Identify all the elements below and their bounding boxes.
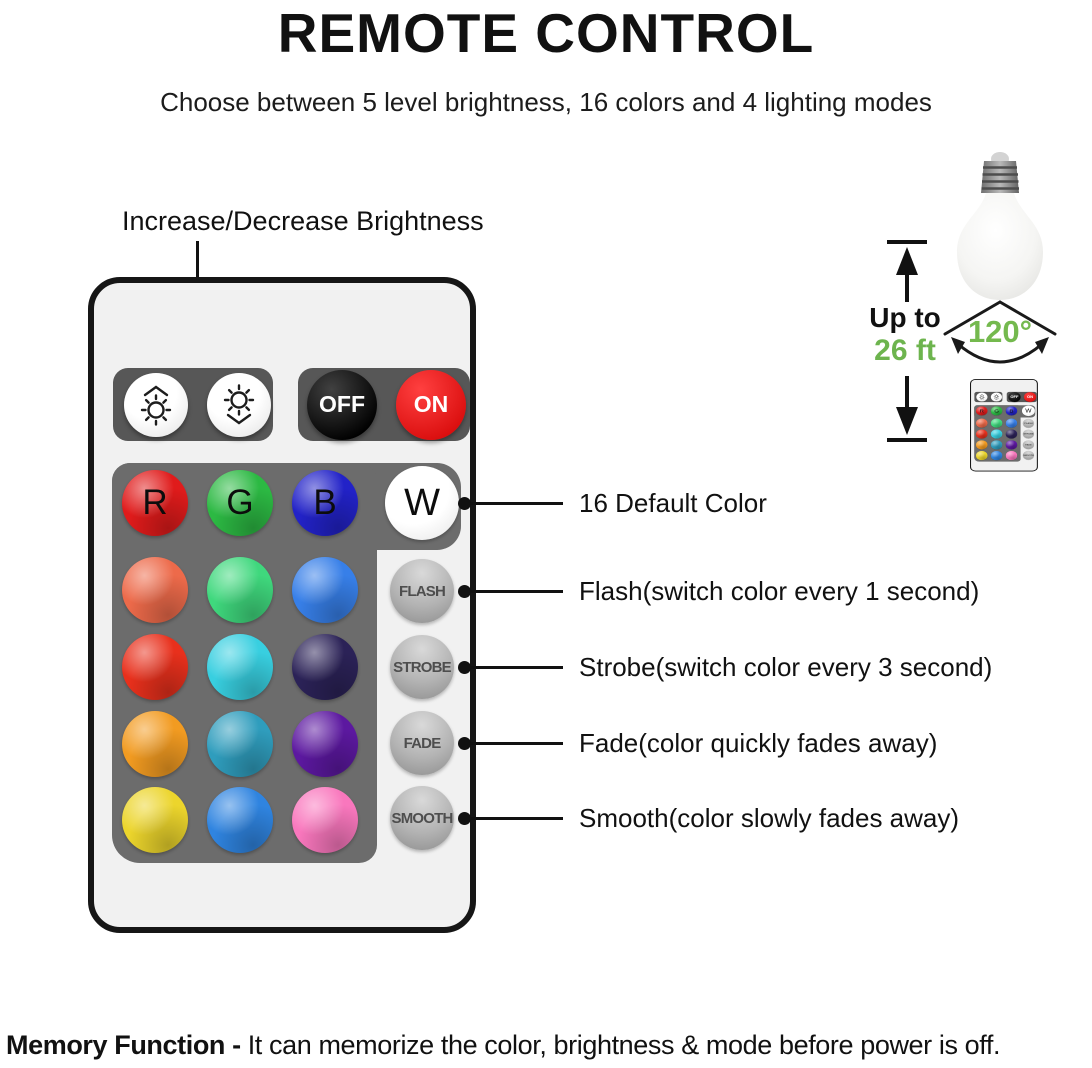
color-button[interactable] [292, 711, 358, 777]
on-button: ON [1024, 392, 1036, 402]
brightness-callout-label: Increase/Decrease Brightness [122, 206, 484, 236]
on-button[interactable]: ON [396, 370, 466, 440]
color-button [991, 429, 1003, 438]
off-button[interactable]: OFF [307, 370, 377, 440]
color-button[interactable] [207, 711, 273, 777]
mode-button-flash[interactable]: FLASH [390, 559, 454, 623]
annotation-smooth [458, 798, 959, 838]
connector-dot [458, 497, 471, 510]
connector-line [471, 502, 563, 505]
color-button [976, 429, 988, 438]
color-button-b: B [1006, 406, 1018, 415]
page-title: REMOTE CONTROL [277, 2, 815, 64]
connector-dot [458, 585, 471, 598]
color-button [976, 440, 988, 449]
connector-line [471, 666, 563, 669]
connector-line [471, 742, 563, 745]
annotation-strobe [458, 647, 992, 687]
annotation-label: Strobe(switch color every 3 second) [579, 651, 993, 682]
connector-line [471, 590, 563, 593]
color-button [976, 418, 988, 427]
color-button-r[interactable]: R [122, 470, 188, 536]
mode-button-smooth: SMOOTH [1023, 451, 1034, 460]
beam-angle-label: 120° [967, 314, 1033, 349]
distance-label: 26 ft [874, 334, 936, 367]
connector-dot [458, 812, 471, 825]
color-button-grid [971, 380, 1037, 471]
color-button[interactable] [292, 634, 358, 700]
light-bulb-image [942, 147, 1058, 305]
color-button [976, 451, 988, 460]
color-button[interactable] [122, 634, 188, 700]
color-button [1006, 451, 1018, 460]
color-button-g[interactable]: G [207, 470, 273, 536]
color-button-g: G [991, 406, 1003, 415]
mode-button-strobe[interactable]: STROBE [390, 635, 454, 699]
color-button[interactable] [122, 557, 188, 623]
color-button-grid [94, 283, 470, 927]
color-button [1006, 429, 1018, 438]
mode-button-strobe: STROBE [1023, 429, 1034, 438]
mode-button-flash: FLASH [1023, 419, 1034, 428]
annotation-fade [458, 723, 937, 763]
color-button[interactable] [122, 711, 188, 777]
mode-button-smooth[interactable]: SMOOTH [390, 786, 454, 850]
color-button [991, 440, 1003, 449]
color-button [1006, 418, 1018, 427]
annotation-label: Fade(color quickly fades away) [579, 727, 938, 758]
memory-function-note [6, 1030, 1090, 1061]
connector-dot [458, 661, 471, 674]
color-button[interactable] [122, 787, 188, 853]
color-button-b[interactable]: B [292, 470, 358, 536]
annotation-label: Flash(switch color every 1 second) [579, 575, 980, 606]
color-button[interactable] [292, 787, 358, 853]
color-button [1006, 440, 1018, 449]
up-to-label: Up to [869, 302, 941, 333]
color-button[interactable] [207, 787, 273, 853]
color-button[interactable] [207, 557, 273, 623]
mode-button-fade[interactable]: FADE [390, 711, 454, 775]
color-button-w[interactable]: W [385, 466, 459, 540]
color-button-r: R [976, 406, 988, 415]
color-button[interactable] [292, 557, 358, 623]
color-button[interactable] [207, 634, 273, 700]
mode-button-fade: FADE [1023, 440, 1034, 449]
off-button: OFF [1008, 392, 1020, 402]
color-button [991, 451, 1003, 460]
annotation-default-color [458, 483, 767, 523]
memory-function-text: It can memorize the color, brightness & mode before power is off. [247, 1030, 1001, 1060]
annotation-label: 16 Default Color [579, 487, 767, 518]
color-button-w: W [1022, 406, 1035, 416]
mini-remote-image [970, 379, 1038, 471]
connector-dot [458, 737, 471, 750]
color-button [991, 418, 1003, 427]
memory-function-bold: Memory Function - [6, 1030, 241, 1060]
page-subtitle: Choose between 5 level brightness, 16 colors and 4 lighting modes [160, 87, 932, 117]
remote-control [88, 277, 476, 933]
annotation-label: Smooth(color slowly fades away) [579, 802, 960, 833]
annotation-flash [458, 571, 979, 611]
connector-line [471, 817, 563, 820]
